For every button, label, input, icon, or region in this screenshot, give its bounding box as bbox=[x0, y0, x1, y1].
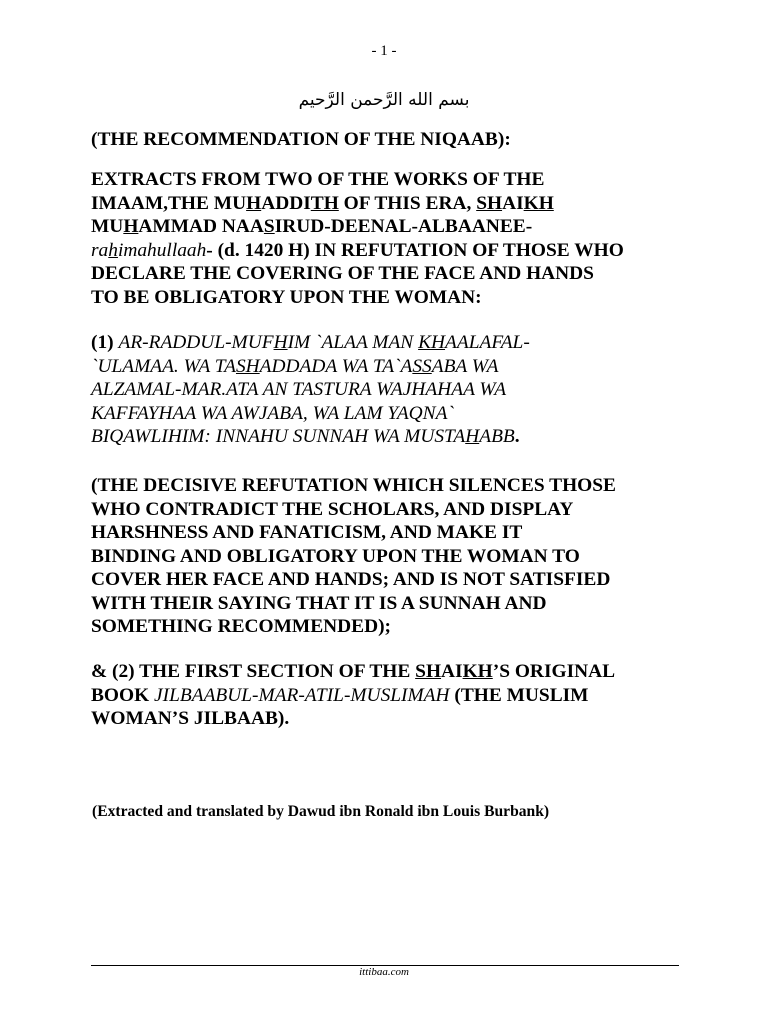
description-line: (THE DECISIVE REFUTATION WHICH SILENCES THOSE bbox=[91, 475, 616, 496]
description-line: WHO CONTRADICT THE SCHOLARS, AND DISPLAY bbox=[91, 498, 574, 520]
footer-website: ittibaa.com bbox=[359, 966, 409, 978]
basmala: بسم الله الرَّحمن الرَّحيم bbox=[298, 90, 470, 110]
description-line: SOMETHING RECOMMENDED); bbox=[91, 616, 392, 637]
intro-line-4: rahimahullaah- (d. 1420 H) IN REFUTATION OF THOSE WHO bbox=[91, 239, 624, 261]
intro-line-6: TO BE OBLIGATORY UPON THE WOMAN: bbox=[91, 286, 482, 308]
book-one-description bbox=[91, 474, 691, 639]
intro-line-1: EXTRACTS FROM TWO OF THE WORKS OF THE bbox=[91, 169, 545, 190]
book-one-line-2: `ULAMAA. WA TASHADDADA WA TA`ASSABA WA bbox=[91, 355, 499, 377]
description-line: COVER HER FACE AND HANDS; AND IS NOT SATISFIED bbox=[91, 569, 611, 590]
book-two-title bbox=[91, 660, 691, 731]
description-line: HARSHNESS AND FANATICISM, AND MAKE IT bbox=[91, 522, 523, 543]
intro-line-2: IMAAM,THE MUHADDITH OF THIS ERA, SHAIKH bbox=[91, 192, 554, 214]
book-one-line-4: KAFFAYHAA WA AWJABA, WA LAM YAQNA` bbox=[91, 402, 454, 424]
book-one-line-5: BIQAWLIHIM: INNAHU SUNNAH WA MUSTAHABB. bbox=[91, 426, 520, 447]
book-two-line-2: BOOK JILBAABUL-MAR-ATIL-MUSLIMAH (THE MUSLIM bbox=[91, 684, 589, 706]
description-line: WITH THEIR SAYING THAT IT IS A SUNNAH AND bbox=[91, 592, 547, 614]
book-one-title bbox=[91, 331, 691, 449]
translator-credit: (Extracted and translated by Dawud ibn Ronald ibn Louis Burbank) bbox=[92, 803, 550, 820]
book-one-line-3: ALZAMAL-MAR.ATA AN TASTURA WAJHAHAA WA bbox=[91, 379, 507, 400]
page-number: - 1 - bbox=[371, 43, 397, 59]
intro-line-3: MUHAMMAD NAASIRUD-DEENAL-ALBAANEE- bbox=[91, 216, 533, 237]
document-title bbox=[91, 128, 691, 152]
intro-paragraph bbox=[91, 168, 691, 309]
book-two-line-1: & (2) THE FIRST SECTION OF THE SHAIKH’S ORIGINAL bbox=[91, 661, 616, 682]
title-line: (THE RECOMMENDATION OF THE NIQAAB): bbox=[91, 129, 511, 150]
description-line: BINDING AND OBLIGATORY UPON THE WOMAN TO bbox=[91, 545, 580, 567]
book-one-line-1: (1) AR-RADDUL-MUFHIM `ALAA MAN KHAALAFAL- bbox=[91, 332, 530, 353]
intro-line-5: DECLARE THE COVERING OF THE FACE AND HANDS bbox=[91, 263, 594, 284]
book-two-line-3: WOMAN’S JILBAAB). bbox=[91, 708, 290, 729]
